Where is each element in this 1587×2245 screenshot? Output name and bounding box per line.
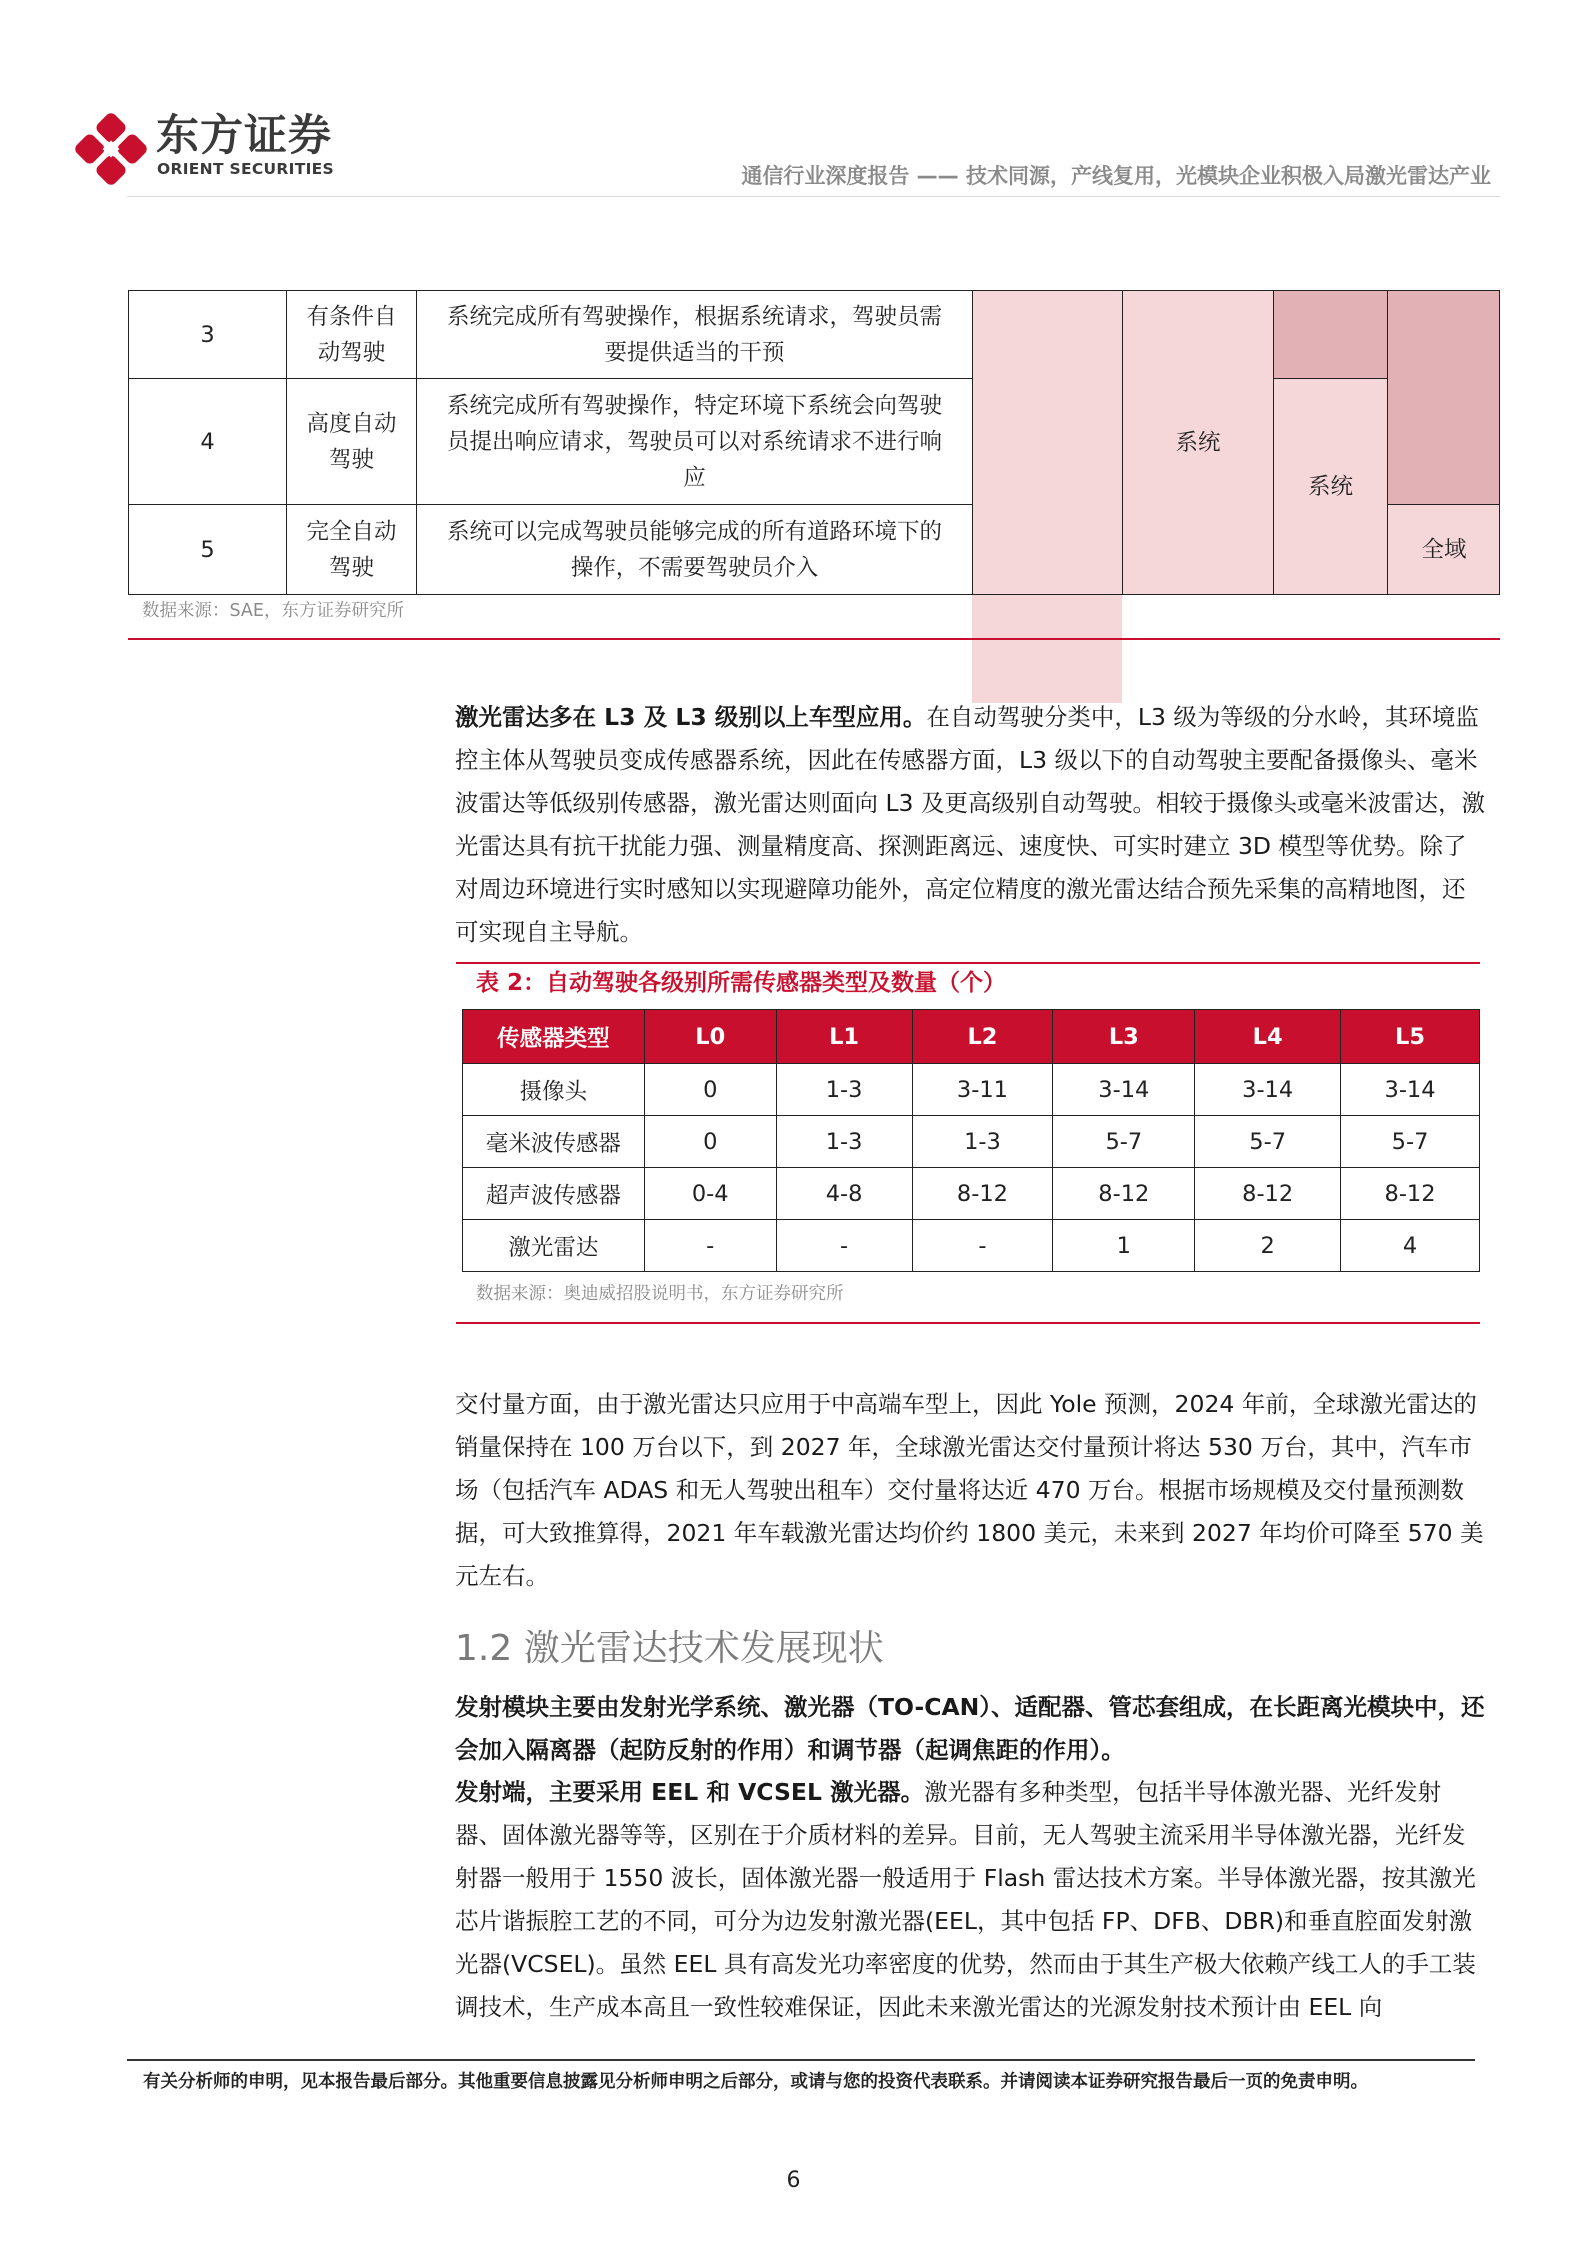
footer-divider [127, 2059, 1475, 2061]
table-cell-monitoring: 系统 [1273, 378, 1387, 595]
table-cell: 8-12 [1053, 1168, 1195, 1220]
table-cell: 4 [1341, 1220, 1480, 1272]
table-cell-name: 有条件自动驾驶 [286, 290, 416, 378]
table-cell-level: 5 [128, 504, 286, 595]
table-cell: 毫米波传感器 [463, 1116, 645, 1168]
table-cell: 1-3 [776, 1116, 912, 1168]
table-cell: 1 [1053, 1220, 1195, 1272]
table-cell-scope: 全域 [1387, 504, 1500, 595]
table-header-cell: L0 [644, 1010, 776, 1064]
table-cell-description: 系统完成所有驾驶操作，根据系统请求，驾驶员需要提供适当的干预 [416, 290, 972, 378]
table-cell-level: 3 [128, 290, 286, 378]
table-row [463, 1168, 1480, 1220]
table-cell: 2 [1195, 1220, 1341, 1272]
table-header-cell: L3 [1053, 1010, 1195, 1064]
section-heading: 1.2 激光雷达技术发展现状 [455, 1628, 884, 1669]
table2-bottom-divider [456, 1322, 1480, 1324]
table-header-cell: L4 [1195, 1010, 1341, 1064]
sensor-count-table [462, 1009, 1480, 1272]
table-row [463, 1220, 1480, 1272]
table2-top-divider [456, 962, 1480, 964]
table-header-row [463, 1010, 1480, 1064]
table-cell: 3-11 [912, 1064, 1053, 1116]
table2-source: 数据来源：奥迪威招股说明书，东方证券研究所 [476, 1284, 844, 1304]
table-cell-name: 完全自动驾驶 [286, 504, 416, 595]
table-header-cell: L5 [1341, 1010, 1480, 1064]
table-cell: 超声波传感器 [463, 1168, 645, 1220]
report-title: 通信行业深度报告 —— 技术同源，产线复用，光模块企业积极入局激光雷达产业 [741, 164, 1491, 188]
table-cell: 3-14 [1053, 1064, 1195, 1116]
paragraph-lead: 发射端，主要采用 EEL 和 VCSEL 激光器。 [455, 1778, 925, 1806]
header-divider [127, 196, 1500, 197]
table-cell: 1-3 [776, 1064, 912, 1116]
table-cell: 1-3 [912, 1116, 1053, 1168]
table-cell: 8-12 [1341, 1168, 1480, 1220]
table-cell: 3-14 [1195, 1064, 1341, 1116]
table-cell: 激光雷达 [463, 1220, 645, 1272]
table-header-cell: L1 [776, 1010, 912, 1064]
paragraph-emitter-lasers [455, 1771, 1485, 2029]
table-cell: 5-7 [1195, 1116, 1341, 1168]
table-cell: 3-14 [1341, 1064, 1480, 1116]
paragraph-body: 在自动驾驶分类中，L3 级为等级的分水岭，其环境监控主体从驾驶员变成传感器系统，因此在传感器方面，L3 级以下的自动驾驶主要配备摄像头、毫米波雷达等低级别传感器，激光雷达则面向 L3 及更高级别自动驾驶。相较于摄像头或毫米波雷达，激光雷达具有抗干扰能力强、测量精度高、探测距离远、速度快、可实时建立 3D 模型等优势。除了对周边环境进行实时感知以实现避障功能外，高定位精度的激光雷达结合预先采集的高精地图，还可实现自主导航。 [455, 703, 1485, 946]
table-cell: - [912, 1220, 1053, 1272]
table-cell-shaded [1273, 290, 1387, 378]
table-shading-overflow [972, 595, 1122, 703]
page-number: 6 [786, 2168, 801, 2193]
table-cell-level: 4 [128, 378, 286, 504]
table-header-cell: L2 [912, 1010, 1053, 1064]
footer-disclaimer: 有关分析师的申明，见本报告最后部分。其他重要信息披露见分析师申明之后部分，或请与您的投资代表联系。并请阅读本证券研究报告最后一页的免责申明。 [143, 2072, 1368, 2092]
company-logo-icon [74, 112, 148, 186]
table-cell-shaded [1387, 290, 1500, 504]
paragraph-delivery-volume: 交付量方面，由于激光雷达只应用于中高端车型上，因此 Yole 预测，2024 年前，全球激光雷达的销量保持在 100 万台以下，到 2027 年，全球激光雷达交付量预计将达 530 万台，其中，汽车市场（包括汽车 ADAS 和无人驾驶出租车）交付量将达近 470 万台。根据市场规模及交付量预测数据，可大致推算得，2021 年车载激光雷达均价约 1800 美元，未来到 2027 年均价可降至 570 美元左右。 [455, 1390, 1484, 1590]
paragraph-lead: 激光雷达多在 L3 及 L3 级别以上车型应用。 [455, 703, 927, 731]
table-row [463, 1064, 1480, 1116]
brand-name-en: ORIENT SECURITIES [157, 160, 335, 178]
table-cell-operation: 系统 [1122, 290, 1273, 595]
paragraph-body: 激光器有多种类型，包括半导体激光器、光纤发射器、固体激光器等等，区别在于介质材料的差异。目前，无人驾驶主流采用半导体激光器，光纤发射器一般用于 1550 波长，固体激光器一般适用于 Flash 雷达技术方案。半导体激光器，按其激光芯片谐振腔工艺的不同，可分为边发射激光器(EEL，其中包括 FP、DFB、DBR)和垂直腔面发射激光器(VCSEL)。虽然 EEL 具有高发光功率密度的优势，然而由于其生产极大依赖产线工人的手工装调技术，生产成本高且一致性较难保证，因此未来激光雷达的光源发射技术预计由 EEL 向 [455, 1778, 1476, 2021]
table-cell: 0 [644, 1064, 776, 1116]
paragraph-emitter-module: 发射模块主要由发射光学系统、激光器（TO-CAN）、适配器、管芯套组成，在长距离光模块中，还会加入隔离器（起防反射的作用）和调节器（起调焦距的作用）。 [455, 1693, 1485, 1764]
table-cell: - [644, 1220, 776, 1272]
table-cell-description: 系统可以完成驾驶员能够完成的所有道路环境下的操作，不需要驾驶员介入 [416, 504, 972, 595]
table-cell-name: 高度自动驾驶 [286, 378, 416, 504]
table-cell: 8-12 [1195, 1168, 1341, 1220]
table-cell: 5-7 [1341, 1116, 1480, 1168]
table-cell: 4-8 [776, 1168, 912, 1220]
paragraph-lidar-application [455, 696, 1485, 954]
table-cell: 摄像头 [463, 1064, 645, 1116]
table-cell: 5-7 [1053, 1116, 1195, 1168]
table1-source: 数据来源：SAE，东方证券研究所 [142, 601, 404, 621]
autonomy-levels-table [128, 290, 1500, 595]
table-header-cell: 传感器类型 [463, 1010, 645, 1064]
table-cell: 8-12 [912, 1168, 1053, 1220]
table-cell-shaded [972, 290, 1122, 595]
table-cell-description: 系统完成所有驾驶操作，特定环境下系统会向驾驶员提出响应请求，驾驶员可以对系统请求不进行响应 [416, 378, 972, 504]
table-cell: - [776, 1220, 912, 1272]
brand-name-cn: 东方证券 [156, 111, 332, 161]
table-cell: 0 [644, 1116, 776, 1168]
table-row [463, 1116, 1480, 1168]
table-cell: 0-4 [644, 1168, 776, 1220]
table1-divider [128, 638, 1500, 640]
table2-title: 表 2：自动驾驶各级别所需传感器类型及数量（个） [476, 970, 1007, 996]
